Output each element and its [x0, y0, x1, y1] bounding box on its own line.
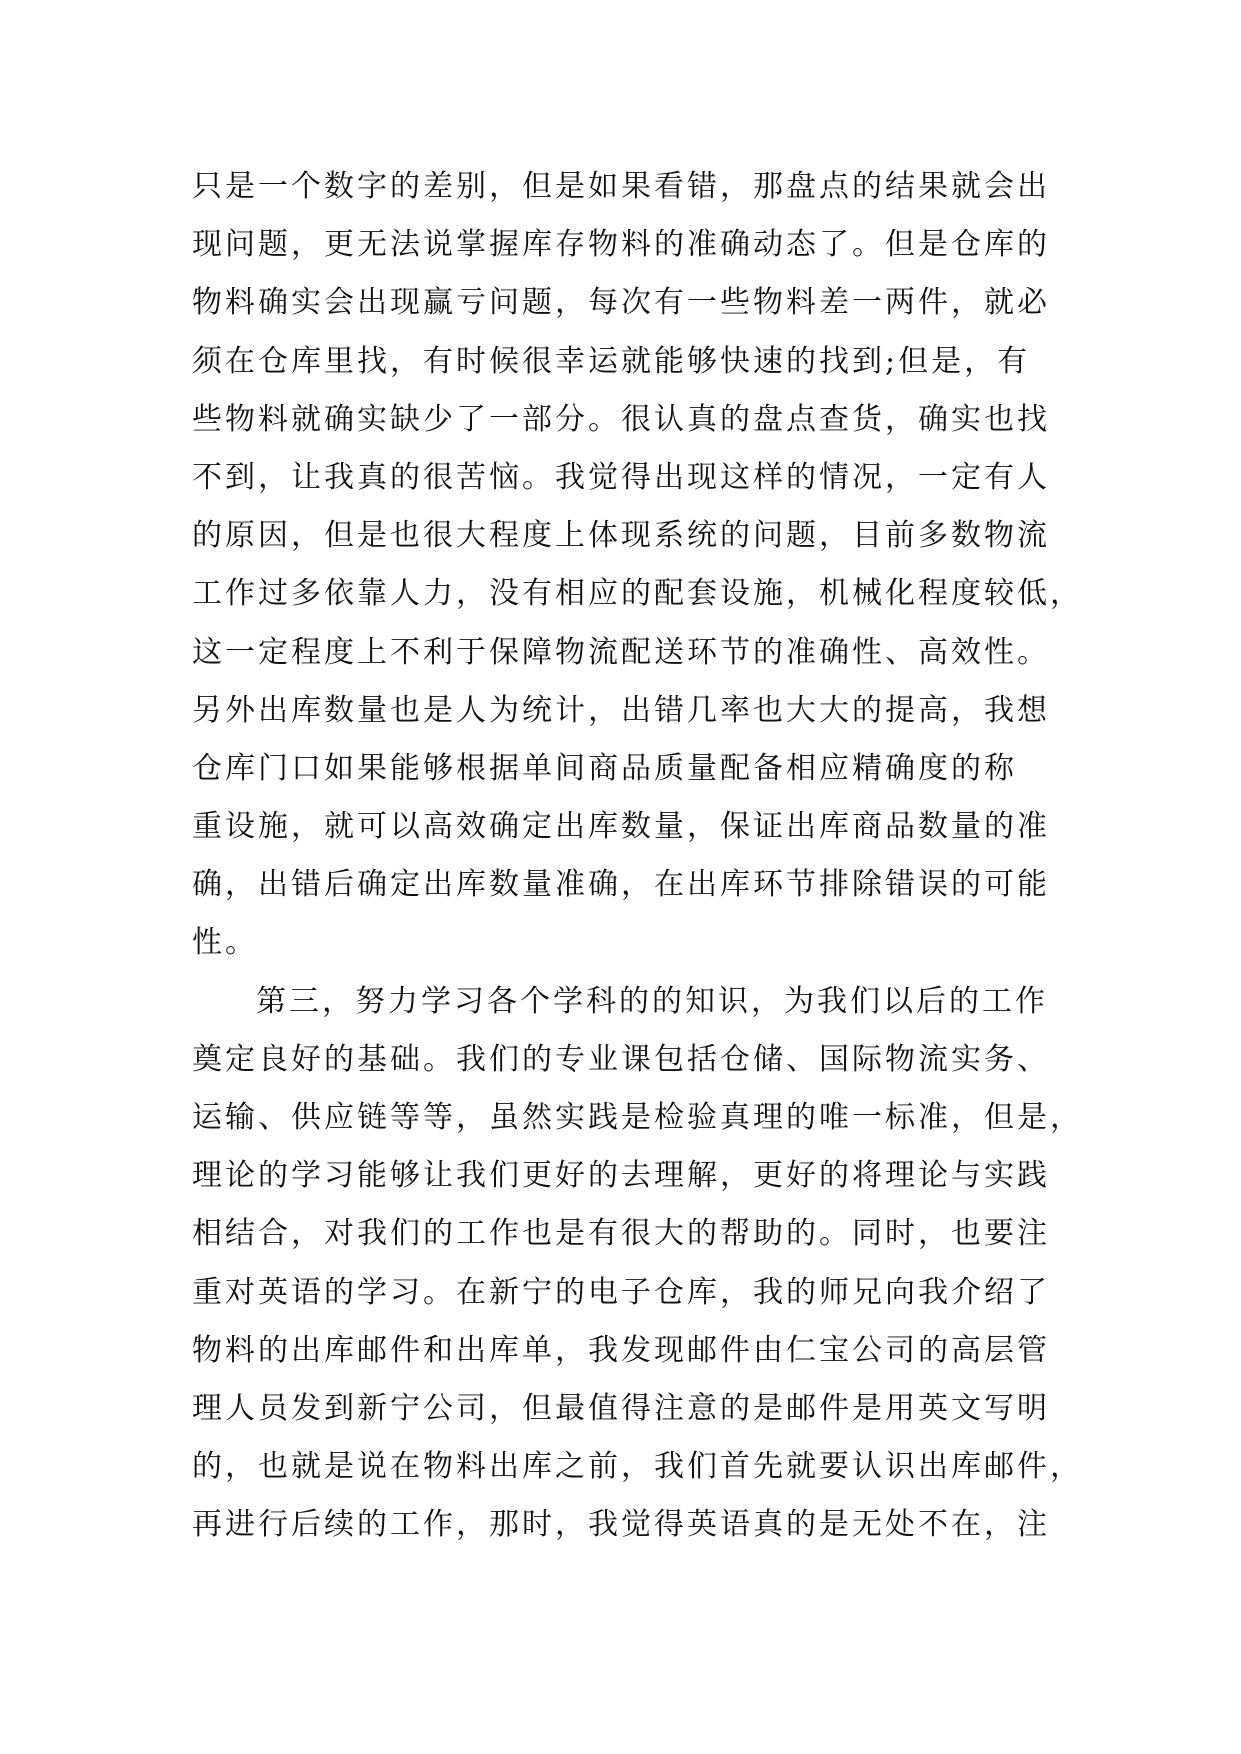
text-line: 须在仓库里找，有时候很幸运就能够快速的找到;但是，有 [192, 343, 1031, 379]
text-line: 只是一个数字的差别，但是如果看错，那盘点的结果就会出 [192, 169, 1050, 204]
text-line: 重对英语的学习。在新宁的电子仓库，我的师兄向我介绍了 [192, 1274, 1050, 1310]
text-line: 的，也就是说在物料出库之前，我们首先就要认识出库邮件， [192, 1449, 1083, 1485]
text-line: 理论的学习能够让我们更好的去理解，更好的将理论与实践 [192, 1158, 1050, 1194]
text-line: 运输、供应链等等，虽然实践是检验真理的唯一标准，但是， [192, 1100, 1083, 1135]
text-line: 仓库门口如果能够根据单间商品质量配备相应精确度的称 [192, 750, 1017, 786]
text-line: 现问题，更无法说掌握库存物料的准确动态了。但是仓库的 [192, 227, 1050, 263]
body-text [192, 158, 1092, 1555]
text-line: 的原因，但是也很大程度上体现系统的问题，目前多数物流 [192, 518, 1050, 554]
text-line: 性。 [192, 925, 258, 961]
text-line: 另外出库数量也是人为统计，出错几率也大大的提高，我想 [192, 692, 1050, 728]
text-line: 这一定程度上不利于保障物流配送环节的准确性、高效性。 [192, 634, 1050, 670]
text-line: 不到，让我真的很苦恼。我觉得出现这样的情况，一定有人 [192, 459, 1050, 495]
paragraph-first-line: 第三，努力学习各个学科的的知识，为我们以后的工作 [256, 983, 1048, 1019]
text-line: 相结合，对我们的工作也是有很大的帮助的。同时，也要注 [192, 1216, 1050, 1252]
text-line: 再进行后续的工作，那时，我觉得英语真的是无处不在，注 [192, 1507, 1050, 1543]
text-line: 工作过多依靠人力，没有相应的配套设施，机械化程度较低， [192, 576, 1083, 612]
text-line: 重设施，就可以高效确定出库数量，保证出库商品数量的准 [192, 809, 1050, 845]
text-line: 些物料就确实缺少了一部分。很认真的盘点查货，确实也找 [192, 401, 1050, 437]
text-line: 物料确实会出现赢亏问题，每次有一些物料差一两件，就必 [192, 285, 1050, 321]
text-line: 确，出错后确定出库数量准确，在出库环节排除错误的可能 [192, 867, 1050, 903]
text-line: 奠定良好的基础。我们的专业课包括仓储、国际物流实务、 [192, 1041, 1050, 1077]
text-line: 物料的出库邮件和出库单，我发现邮件由仁宝公司的高层管 [192, 1332, 1050, 1368]
text-line: 理人员发到新宁公司，但最值得注意的是邮件是用英文写明 [192, 1390, 1050, 1426]
